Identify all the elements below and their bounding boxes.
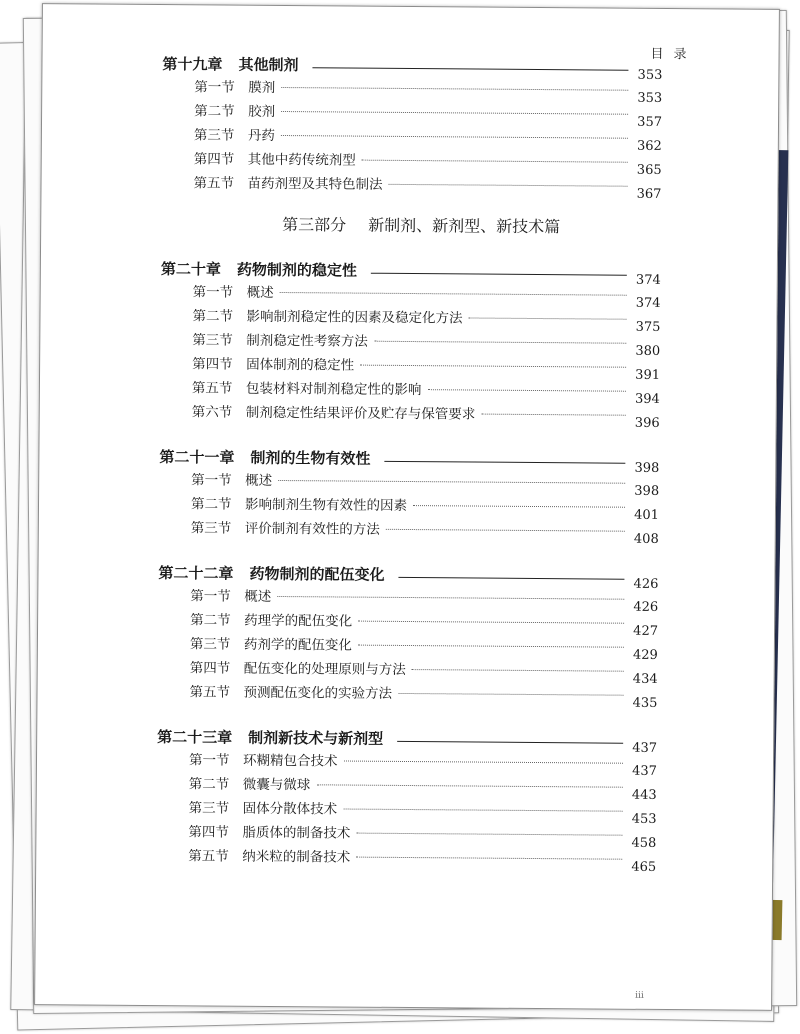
chapter-title: 制剂的生物有效性 <box>250 448 371 468</box>
section-page-number: 396 <box>634 415 660 431</box>
section-entry[interactable] <box>157 680 658 711</box>
section-page-number: 401 <box>634 507 660 523</box>
section-leader-dots <box>386 529 625 532</box>
section-page-number: 380 <box>635 343 661 359</box>
section-page-number: 362 <box>636 138 662 154</box>
section-page-number: 443 <box>631 787 657 803</box>
section-number: 第二节 <box>190 496 232 513</box>
toc-page <box>34 3 780 1011</box>
section-page-number: 357 <box>637 114 663 130</box>
section-number: 第六节 <box>191 404 233 421</box>
section-title: 药剂学的配伍变化 <box>243 636 352 654</box>
chapter-leader-line <box>398 576 624 579</box>
chapter-title: 药物制剂的稳定性 <box>236 260 357 280</box>
section-number: 第二节 <box>194 103 235 120</box>
section-title: 制剂稳定性考察方法 <box>246 332 368 350</box>
section-number: 第三节 <box>192 332 233 349</box>
section-title: 制剂稳定性结果评价及贮存与保管要求 <box>245 404 476 423</box>
chapter-page-number: 437 <box>632 740 658 756</box>
section-number: 第一节 <box>194 79 235 96</box>
section-page-number: 435 <box>632 695 658 711</box>
part-label: 第三部分 <box>282 215 347 235</box>
section-number: 第一节 <box>191 472 232 489</box>
section-leader-dots <box>413 505 625 508</box>
section-leader-dots <box>280 292 627 296</box>
section-leader-dots <box>278 480 625 484</box>
section-page-number: 353 <box>637 90 663 106</box>
section-title: 影响制剂生物有效性的因素 <box>244 496 408 514</box>
section-title: 其他中药传统剂型 <box>247 151 356 169</box>
section-page-number: 465 <box>631 859 657 875</box>
chapter-page-number: 353 <box>637 67 663 83</box>
section-number: 第五节 <box>188 848 229 865</box>
page-footer-mark: iii <box>635 990 644 1001</box>
section-number: 第三节 <box>188 800 230 817</box>
section-page-number: 375 <box>635 319 661 335</box>
section-number: 第四节 <box>188 824 230 841</box>
section-page-number: 394 <box>634 391 660 407</box>
section-page-number: 408 <box>633 531 659 547</box>
section-title: 概述 <box>244 588 272 605</box>
section-page-number: 458 <box>631 835 657 851</box>
section-number: 第五节 <box>191 380 233 397</box>
section-number: 第一节 <box>190 588 231 605</box>
section-leader-dots <box>358 621 624 624</box>
section-leader-dots <box>316 784 622 787</box>
section-number: 第四节 <box>192 356 233 373</box>
chapter-page-number: 374 <box>635 272 661 288</box>
section-leader-dots <box>427 389 626 392</box>
section-number: 第五节 <box>193 175 235 192</box>
section-title: 纳米粒的制备技术 <box>242 848 351 866</box>
section-title: 脂质体的制备技术 <box>242 824 351 842</box>
section-page-number: 367 <box>636 186 662 202</box>
section-leader-dots <box>356 833 622 836</box>
section-number: 第三节 <box>189 636 231 653</box>
section-title: 固体分散体技术 <box>242 800 338 818</box>
section-leader-dots <box>281 111 628 115</box>
section-number: 第五节 <box>189 684 231 701</box>
section-number: 第二节 <box>190 612 231 629</box>
chapter-number: 第二十章 <box>160 259 221 279</box>
section-title: 胶剂 <box>248 103 276 120</box>
section-leader-dots <box>343 809 622 812</box>
section-page-number: 374 <box>635 295 661 311</box>
section-page-number: 427 <box>633 623 659 639</box>
section-number: 第四节 <box>193 151 235 168</box>
section-title: 影响制剂稳定性的因素及稳定化方法 <box>246 308 463 327</box>
section-leader-dots <box>412 669 624 672</box>
section-leader-dots <box>360 365 626 368</box>
section-leader-dots <box>281 135 628 139</box>
chapter-title: 其他制剂 <box>238 55 299 74</box>
section-leader-dots <box>358 645 624 648</box>
section-number: 第二节 <box>188 776 230 793</box>
section-leader-dots <box>389 184 628 187</box>
chapter-page-number: 398 <box>634 460 660 476</box>
section-leader-dots <box>481 414 626 416</box>
section-entry[interactable] <box>156 844 657 875</box>
chapter-number: 第十九章 <box>162 54 223 74</box>
section-leader-dots <box>281 87 628 91</box>
section-page-number: 429 <box>632 647 658 663</box>
chapter-leader-line <box>384 460 625 463</box>
section-title: 预测配伍变化的实验方法 <box>243 684 393 702</box>
section-title: 环糊精包合技术 <box>242 752 338 770</box>
chapter-title: 药物制剂的配伍变化 <box>249 564 385 584</box>
section-title: 概述 <box>246 284 274 301</box>
section-leader-dots <box>356 857 622 860</box>
section-leader-dots <box>398 693 624 696</box>
section-entry[interactable] <box>160 400 660 431</box>
part-heading <box>181 211 661 238</box>
section-entry[interactable] <box>159 516 659 547</box>
chapter-leader-line <box>397 740 623 743</box>
section-page-number: 434 <box>632 671 658 687</box>
section-number: 第一节 <box>188 752 230 769</box>
section-title: 膜剂 <box>248 79 276 96</box>
section-title: 丹药 <box>247 127 275 144</box>
section-leader-dots <box>277 596 624 600</box>
section-leader-dots <box>468 317 626 319</box>
chapter-number: 第二十三章 <box>157 727 233 747</box>
section-leader-dots <box>343 761 622 764</box>
table-of-contents <box>156 51 663 875</box>
page-header: 目录 <box>650 46 697 63</box>
section-number: 第三节 <box>193 127 235 144</box>
section-title: 概述 <box>245 472 273 489</box>
section-page-number: 437 <box>632 763 657 779</box>
section-number: 第一节 <box>192 284 234 301</box>
section-title: 包装材料对制剂稳定性的影响 <box>245 380 422 399</box>
chapter-title: 制剂新技术与新剂型 <box>248 728 384 748</box>
part-title: 新制剂、新剂型、新技术篇 <box>368 215 561 237</box>
section-page-number: 453 <box>631 811 657 827</box>
section-page-number: 365 <box>636 162 662 178</box>
section-page-number: 391 <box>635 367 661 383</box>
section-number: 第二节 <box>192 308 234 325</box>
section-title: 苗药剂型及其特色制法 <box>247 175 383 193</box>
section-number: 第四节 <box>189 660 231 677</box>
section-entry[interactable] <box>161 171 662 202</box>
chapter-page-number: 426 <box>633 576 659 592</box>
section-title: 配伍变化的处理原则与方法 <box>243 660 406 678</box>
section-page-number: 398 <box>634 483 660 499</box>
section-title: 药理学的配伍变化 <box>244 612 353 630</box>
section-title: 固体制剂的稳定性 <box>246 356 355 374</box>
section-title: 评价制剂有效性的方法 <box>244 520 380 538</box>
section-title: 微囊与微球 <box>242 776 311 794</box>
section-leader-dots <box>362 160 628 163</box>
chapter-leader-line <box>371 272 627 275</box>
chapter-number: 第二十一章 <box>159 447 235 467</box>
section-leader-dots <box>374 341 627 344</box>
section-page-number: 426 <box>633 599 659 615</box>
chapter-leader-line <box>312 67 628 70</box>
section-number: 第三节 <box>190 520 232 537</box>
chapter-number: 第二十二章 <box>158 563 234 583</box>
